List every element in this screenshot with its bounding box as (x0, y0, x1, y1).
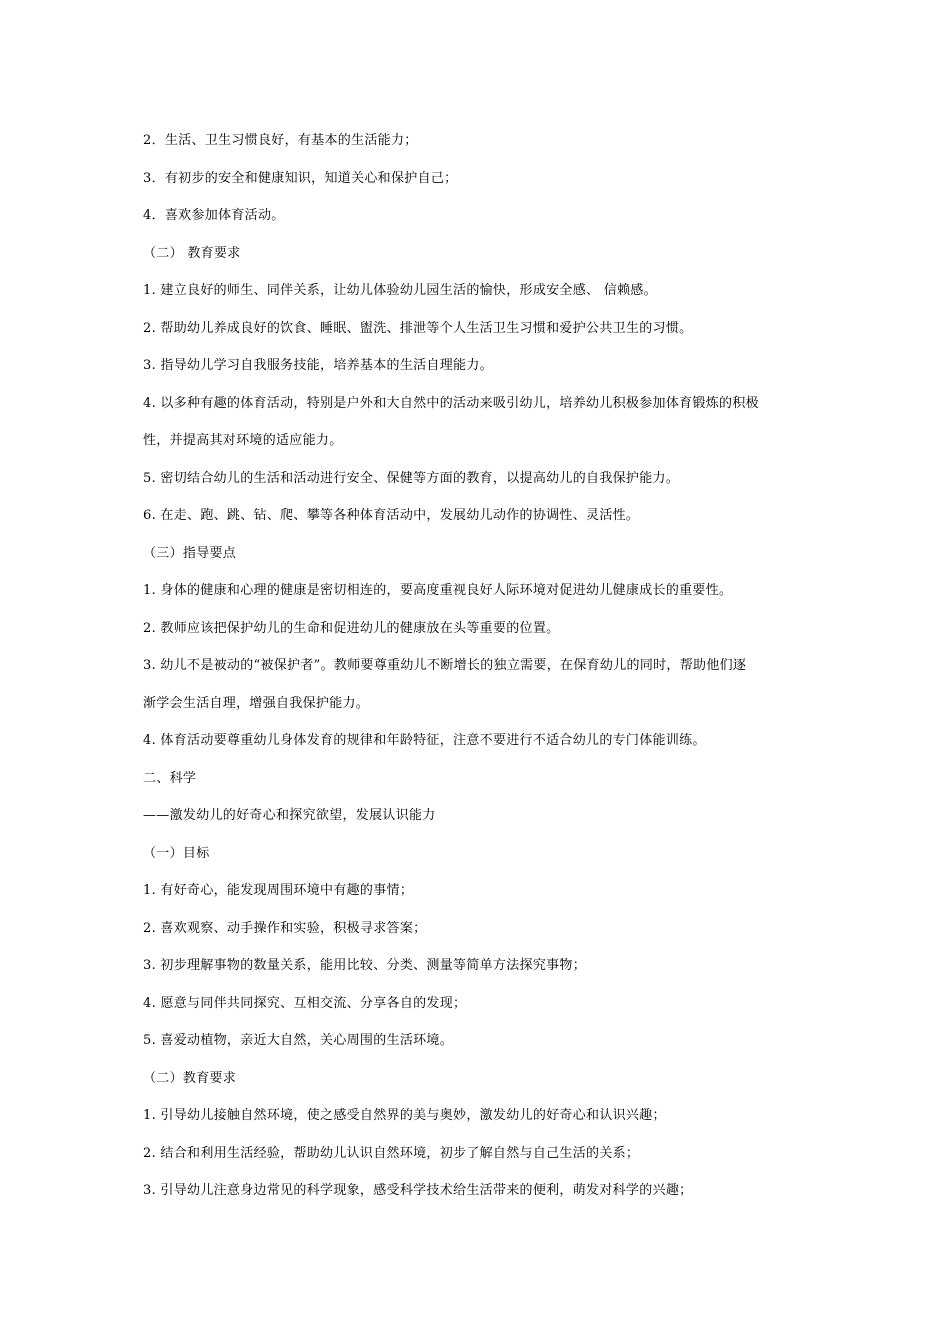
text-line: 1. 引导幼儿接触自然环境，使之感受自然界的美与奥妙，激发幼儿的好奇心和认识兴趣； (143, 1108, 666, 1123)
chapter-heading: 二、科学 (143, 770, 197, 786)
section-heading: （二）教育要求 (143, 1070, 237, 1086)
text-line: 2. 喜欢观察、动手操作和实验，积极寻求答案； (143, 920, 427, 936)
text-line: 2. 结合和利用生活经验，帮助幼儿认识自然环境，初步了解自然与自己生活的关系； (143, 1145, 640, 1161)
text-line: 6. 在走、跑、跳、钻、爬、攀等各种体育活动中，发展幼儿动作的协调性、灵活性。 (143, 508, 640, 523)
text-line: 4．喜欢参加体育活动。 (143, 208, 285, 223)
text-line: 1. 有好奇心，能发现周围环境中有趣的事情； (143, 883, 414, 898)
text-line: 1. 建立良好的师生、同伴关系，让幼儿体验幼儿园生活的愉快，形成安全感、 信赖感。 (143, 283, 657, 298)
text-line: 5. 密切结合幼儿的生活和活动进行安全、保健等方面的教育，以提高幼儿的自我保护能力。 (143, 470, 680, 486)
text-line: 5. 喜爱动植物，亲近大自然，关心周围的生活环境。 (143, 1033, 454, 1048)
text-line: 2. 教师应该把保护幼儿的生命和促进幼儿的健康放在头等重要的位置。 (143, 620, 560, 636)
text-line: 1. 身体的健康和心理的健康是密切相连的，要高度重视良好人际环境对促进幼儿健康成长的重要性。 (143, 583, 733, 598)
section-heading: （二） 教育要求 (143, 245, 241, 261)
text-line: 2．生活、卫生习惯良好，有基本的生活能力； (143, 133, 418, 148)
document-body (143, 122, 811, 1210)
text-line: 3. 初步理解事物的数量关系，能用比较、分类、测量等简单方法探究事物； (143, 958, 587, 973)
section-heading: （一）目标 (143, 845, 210, 861)
text-line: 4. 以多种有趣的体育活动，特别是户外和大自然中的活动来吸引幼儿，培养幼儿积极参加体育锻炼的积极 (143, 395, 759, 411)
text-line: 2. 帮助幼儿养成良好的饮食、睡眠、盥洗、排泄等个人生活卫生习惯和爱护公共卫生的习惯。 (143, 320, 693, 336)
text-line: 3. 引导幼儿注意身边常见的科学现象，感受科学技术给生活带来的便利，萌发对科学的兴趣； (143, 1183, 693, 1198)
section-heading: （三）指导要点 (143, 545, 237, 561)
text-line: 性，并提高其对环境的适应能力。 (143, 433, 343, 448)
text-line: 3. 幼儿不是被动的“被保护者”。教师要尊重幼儿不断增长的独立需要，在保育幼儿的同时，帮助他们逐 (143, 658, 747, 673)
text-line: 3．有初步的安全和健康知识，知道关心和保护自己； (143, 170, 458, 186)
chapter-subtitle: ——激发幼儿的好奇心和探究欲望，发展认识能力 (143, 808, 436, 823)
text-line: 渐学会生活自理，增强自我保护能力。 (143, 695, 370, 711)
text-line: 4. 愿意与同伴共同探究、互相交流、分享各自的发现； (143, 995, 467, 1011)
text-line: 3. 指导幼儿学习自我服务技能，培养基本的生活自理能力。 (143, 358, 493, 373)
text-line: 4. 体育活动要尊重幼儿身体发育的规律和年龄特征，注意不要进行不适合幼儿的专门体能训练。 (143, 733, 706, 748)
